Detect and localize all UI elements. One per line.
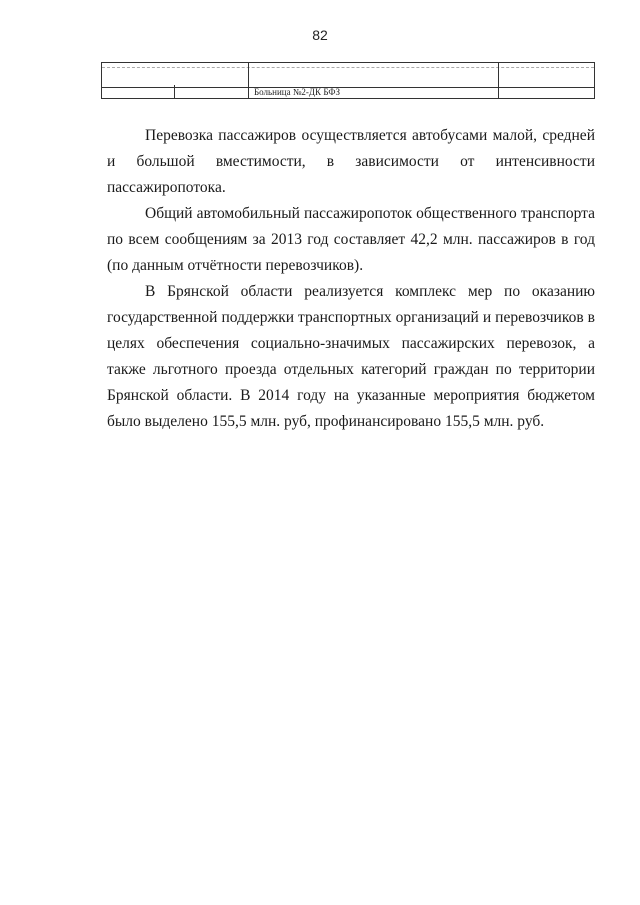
table-column-divider-2	[248, 63, 249, 98]
table-cell-text: Больница №2-ДК БФЗ	[254, 87, 340, 97]
document-body	[107, 123, 595, 435]
table-column-divider-3	[498, 63, 499, 98]
table-row-divider	[102, 87, 594, 88]
table-column-divider-1	[174, 85, 175, 98]
paragraph-1: Перевозка пассажиров осуществляется автобусами малой, средней и большой вместимости, в зависимости от интенсивности пассажиропотока.	[107, 127, 595, 196]
page-number: 82	[312, 27, 328, 43]
table-dashed-rule	[102, 67, 594, 68]
paragraph-2: Общий автомобильный пассажиропоток общественного транспорта по всем сообщениям за 2013 год составляет 42,2 млн. пассажиров в год (по данным отчётности перевозчиков).	[107, 205, 595, 274]
table-fragment	[101, 62, 595, 99]
paragraph-3: В Брянской области реализуется комплекс мер по оказанию государственной поддержки транспортных организаций и перевозчиков в целях обеспечения социально-значимых пассажирских перевозок, а также льготного проезда отдельных категорий граждан по территории Брянской области. В 2014 году на указанные мероприятия бюджетом было выделено 155,5 млн. руб, профинансировано 155,5 млн. руб.	[107, 283, 595, 430]
